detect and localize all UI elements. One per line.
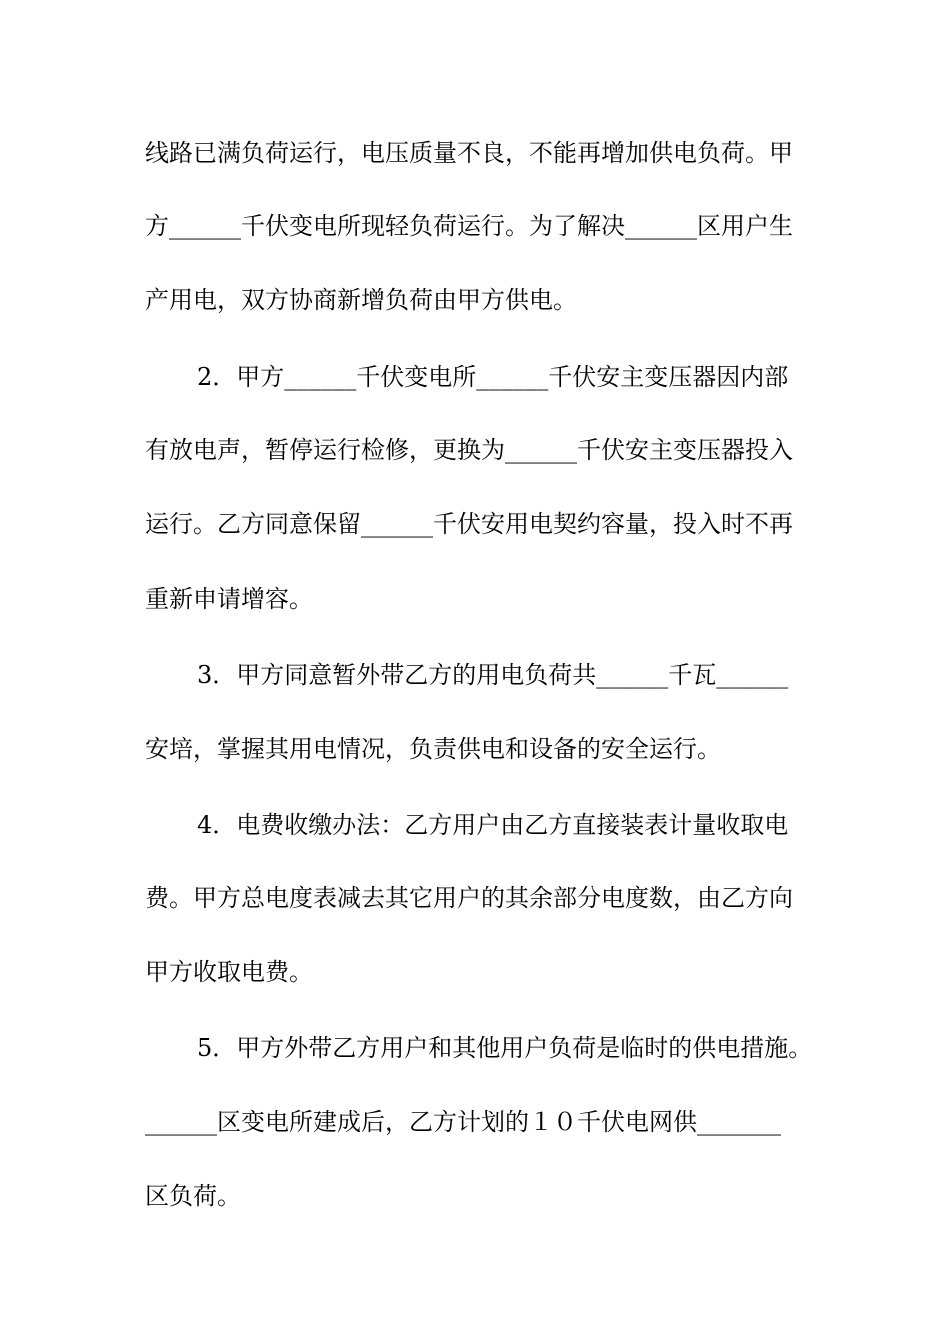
text-line: 区负荷。 (145, 1182, 241, 1210)
text-line: ______区变电所建成后，乙方计划的１０千伏电网供_______ (145, 1108, 781, 1136)
text-line: 安培，掌握其用电情况，负责供电和设备的安全运行。 (145, 735, 721, 763)
text-line: 产用电，双方协商新增负荷由甲方供电。 (145, 286, 577, 314)
text-line: 甲方收取电费。 (145, 958, 313, 986)
text-line: 5．甲方外带乙方用户和其他用户负荷是临时的供电措施。 (197, 1034, 813, 1062)
text-line: 运行。乙方同意保留______千伏安用电契约容量，投入时不再 (145, 510, 793, 538)
text-line: 有放电声，暂停运行检修，更换为______千伏安主变压器投入 (145, 436, 793, 464)
text-line: 方______千伏变电所现轻负荷运行。为了解决______区用户生 (145, 212, 793, 240)
text-line: 费。甲方总电度表减去其它用户的其余部分电度数，由乙方向 (145, 884, 793, 912)
text-line: 4．电费收缴办法：乙方用户由乙方直接装表计量收取电 (197, 811, 789, 839)
text-line: 线路已满负荷运行，电压质量不良，不能再增加供电负荷。甲 (145, 139, 793, 167)
text-line: 3．甲方同意暂外带乙方的用电负荷共______千瓦______ (197, 661, 789, 689)
text-line: 2．甲方______千伏变电所______千伏安主变压器因内部 (197, 363, 789, 391)
text-line: 重新申请增容。 (145, 585, 313, 613)
